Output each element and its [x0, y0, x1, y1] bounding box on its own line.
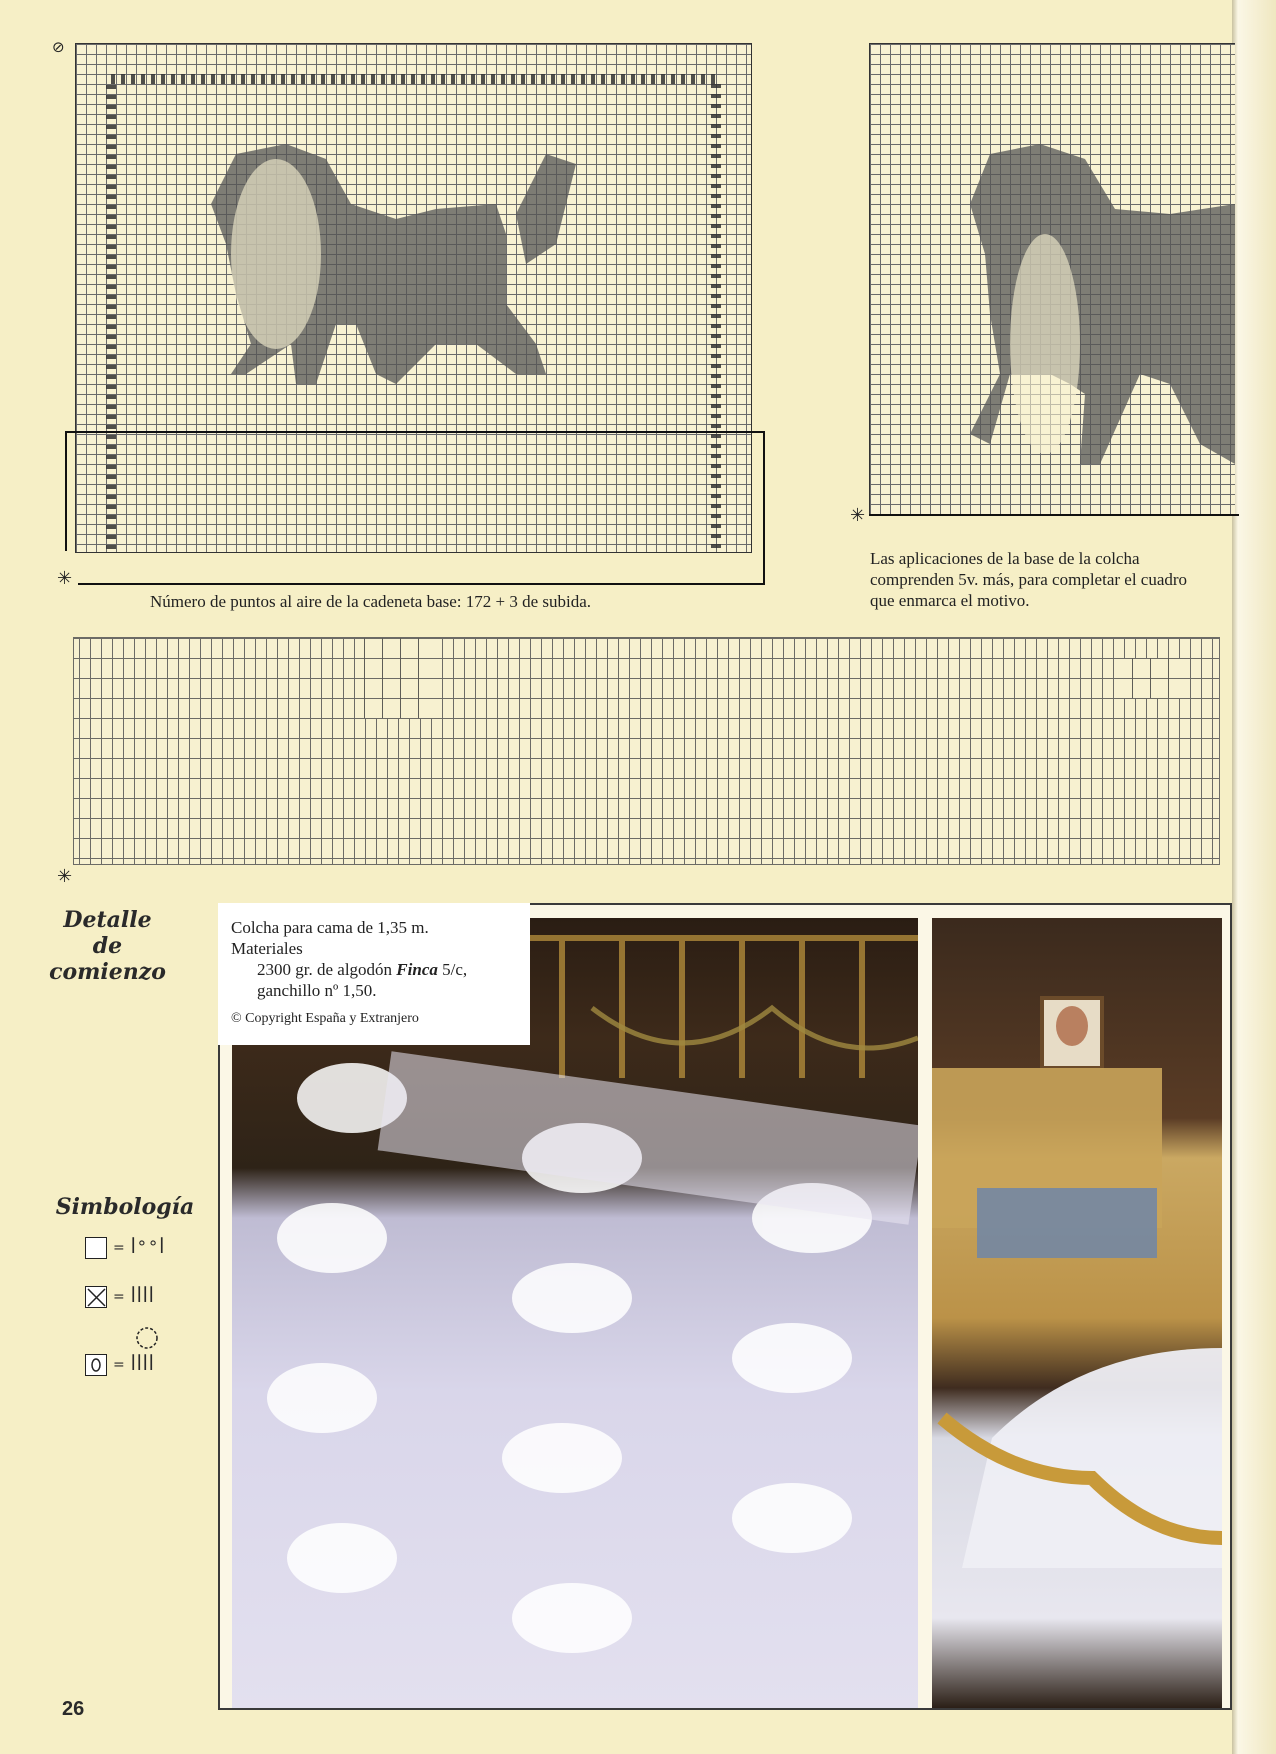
yarn-brand: Finca [396, 960, 438, 979]
lion-motif-right [870, 44, 1235, 515]
section-line [763, 431, 765, 585]
crossed-square-icon [85, 1286, 107, 1308]
empty-square-icon [85, 1237, 107, 1259]
lion-chart-main [75, 43, 752, 553]
legend-equals: = [113, 1289, 125, 1305]
section-line [869, 514, 1239, 516]
zero-square-icon [85, 1354, 107, 1376]
bed-size: Colcha para cama de 1,35 m. [231, 918, 429, 937]
yarn-thickness: 5/c, [437, 960, 468, 979]
lion-motif-main [76, 44, 751, 552]
bedroom-illustration [932, 918, 1222, 1708]
detail-heading [40, 907, 175, 985]
materials-box [218, 903, 530, 1045]
yarn-info [257, 959, 467, 980]
legend-equals: = [113, 1240, 125, 1256]
bedroom-photo [932, 918, 1222, 1708]
right-chart-caption: Las aplicaciones de la base de la colcha comprenden 5v. más, para completar el cuadro que enmarca el motivo. [870, 549, 1188, 610]
start-mark: ✳ [57, 568, 73, 589]
detail-block [356, 638, 436, 718]
detail-heading-line1: Detalle [63, 907, 152, 933]
legend-item-zero [85, 1354, 155, 1376]
legend-equals: = [113, 1357, 125, 1373]
section-line [78, 583, 765, 585]
start-detail-chart [73, 637, 1220, 865]
legend-item-empty [85, 1237, 165, 1259]
legend-title: Simbología [55, 1194, 195, 1220]
start-mark: ✳ [850, 505, 866, 526]
corner-mark: ⊘ [52, 38, 65, 56]
section-line [65, 431, 765, 433]
start-mark: ✳ [57, 866, 73, 887]
lion-chart-right [869, 43, 1235, 516]
page-number: 26 [62, 1698, 85, 1720]
yarn-amount: 2300 gr. de algodón [257, 960, 397, 979]
materials-label: Materiales [231, 939, 303, 958]
detail-block [1124, 658, 1184, 698]
popcorn-stitch-icon [134, 1323, 160, 1353]
hook-info: ganchillo nº 1,50. [257, 981, 377, 1000]
legend-stitch: ꟾꟾꟾꟾ [130, 1287, 155, 1307]
legend-item-crossed [85, 1286, 155, 1308]
detail-heading-line2: de comienzo [49, 933, 166, 985]
page-edge [1232, 0, 1276, 1754]
copyright: © Copyright España y Extranjero [231, 1011, 419, 1026]
main-chart-caption: Número de puntos al aire de la cadeneta base: 172 + 3 de subida. [150, 592, 592, 611]
legend-stitch: ꟾꟾꟾꟾ [130, 1355, 155, 1375]
section-line [65, 431, 67, 551]
legend-stitch: ꟾ°°ꟾ [130, 1238, 166, 1258]
